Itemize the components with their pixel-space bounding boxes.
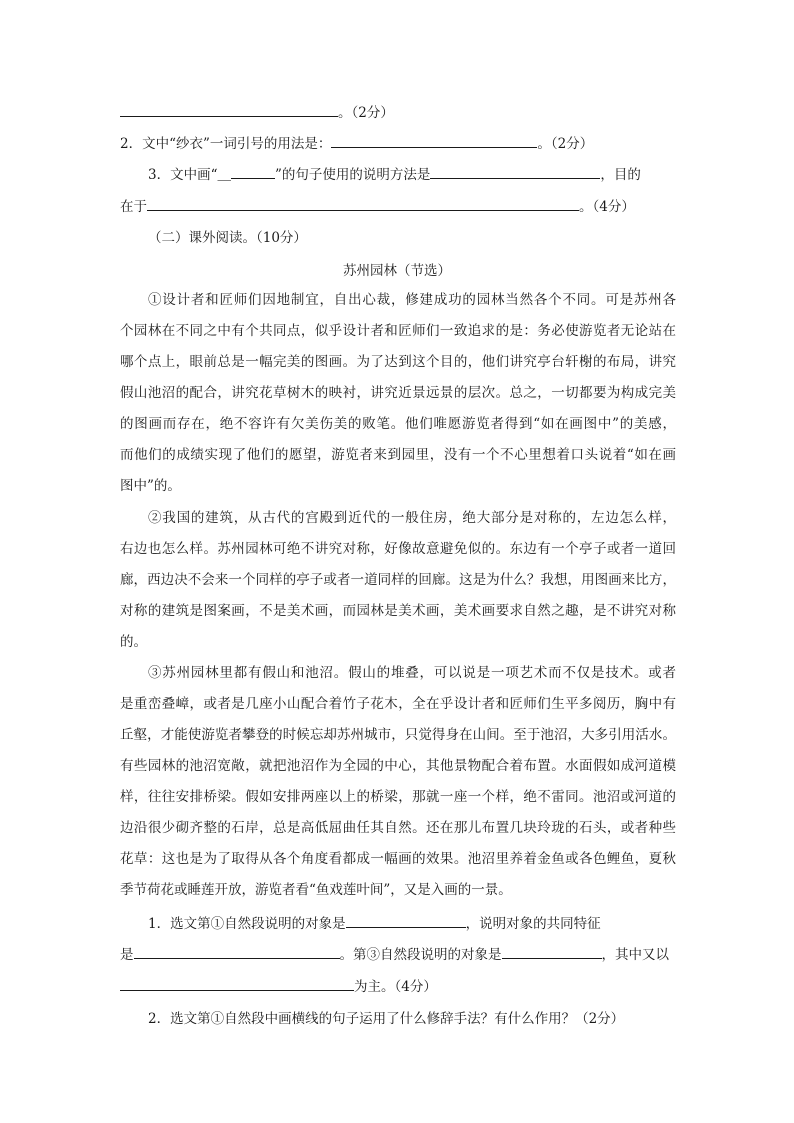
- passage-title: 苏州园林（节选）: [343, 263, 451, 279]
- reading-question-2: 2．选文第①自然段中画横线的句子运用了什么修辞手法？有什么作用？（2分）: [148, 1011, 625, 1027]
- paragraph-line: 假山池沼的配合，讲究花草树木的映衬，讲究近景远景的层次。总之，一切都要为构成完美: [120, 385, 676, 401]
- reading-question-1-line3: 为主。（4分）: [120, 977, 676, 997]
- blank-line[interactable]: [331, 134, 537, 148]
- paragraph-line: 样，往往安排桥梁。假如安排两座以上的桥梁，那就一座一个样，绝不雷同。池沼或河道的: [120, 789, 676, 805]
- blank-line[interactable]: [120, 977, 354, 991]
- question-3: 3．文中画“＿ ”的句子使用的说明方法是 ，目的: [148, 167, 641, 183]
- reading-question-1-line2: 是 。第③自然段说明的对象是 ，其中又以: [120, 947, 669, 963]
- question-3-line2: 在于 。（4分）: [120, 199, 635, 215]
- blank-line[interactable]: [231, 165, 275, 179]
- paragraph-line: 右边也怎么样。苏州园林可绝不讲究对称，好像故意避免似的。东边有一个亭子或者一道回: [120, 541, 676, 557]
- paragraph-line: 丘壑，才能使游览者攀登的时候忘却苏州城市，只觉得身在山间。至于池沼，大多引用活水。: [120, 727, 676, 743]
- paragraph-line: 廊，西边决不会来一个同样的亭子或者一道同样的回廊。这是为什么？我想，用图画来比方，: [120, 572, 676, 588]
- paragraph-line: 的。: [120, 634, 147, 650]
- paragraph-line: 边沿很少砌齐整的石岸，总是高低屈曲任其自然。还在那儿布置几块玲珑的石头，或者种些: [120, 820, 676, 836]
- answer-line-prev-question: 。（2分）: [120, 103, 676, 123]
- paragraph-line: 是重峦叠嶂，或者是几座小山配合着竹子花木，全在乎设计者和匠师们生平多阅历，胸中有: [120, 696, 676, 712]
- paragraph-line: ②我国的建筑，从古代的宫殿到近代的一般住房，绝大部分是对称的，左边怎么样，: [148, 510, 676, 526]
- blank-line[interactable]: [430, 165, 600, 179]
- paragraph-line: 有些园林的池沼宽敞，就把池沼作为全园的中心，其他景物配合着布置。水面假如成河道模: [120, 758, 676, 774]
- paragraph-line: 对称的建筑是图案画，不是美术画，而园林是美术画，美术画要求自然之趣，是不讲究对称: [120, 603, 676, 619]
- paragraph-line: 季节荷花或睡莲开放，游览者看“鱼戏莲叶间”，又是入画的一景。: [120, 882, 512, 898]
- blank-line[interactable]: [502, 945, 602, 959]
- reading-question-1: 1．选文第①自然段说明的对象是 ，说明对象的共同特征: [148, 916, 601, 932]
- blank-line[interactable]: [346, 914, 466, 928]
- paragraph-line: 图中”的。: [120, 478, 181, 494]
- blank-line[interactable]: [147, 197, 579, 211]
- blank-line[interactable]: [120, 103, 338, 117]
- paragraph-line: 的图画而存在，绝不容许有欠美伤美的败笔。他们唯愿游览者得到“如在画图中”的美感，: [120, 416, 676, 432]
- paragraph-line: ③苏州园林里都有假山和池沼。假山的堆叠，可以说是一项艺术而不仅是技术。或者: [148, 665, 676, 681]
- paragraph-line: 而他们的成绩实现了他们的愿望，游览者来到园里，没有一个不心里想着口头说着“如在画: [120, 447, 676, 463]
- blank-line[interactable]: [134, 945, 340, 959]
- paragraph-line: 哪个点上，眼前总是一幅完美的图画。为了达到这个目的，他们讲究亭台轩榭的布局，讲究: [120, 354, 676, 370]
- paragraph-line: 个园林在不同之中有个共同点，似乎设计者和匠师们一致追求的是：务必使游览者无论站在: [120, 323, 676, 339]
- section-heading: （二）课外阅读。（10分）: [148, 230, 307, 246]
- paragraph-line: 花草：这也是为了取得从各个角度看都成一幅画的效果。池沼里养着金鱼或各色鲤鱼，夏秋: [120, 851, 676, 867]
- question-2: 2．文中“纱衣”一词引号的用法是： 。（2分）: [120, 136, 594, 152]
- paragraph-line: ①设计者和匠师们因地制宜，自出心裁，修建成功的园林当然各个不同。可是苏州各: [148, 292, 676, 308]
